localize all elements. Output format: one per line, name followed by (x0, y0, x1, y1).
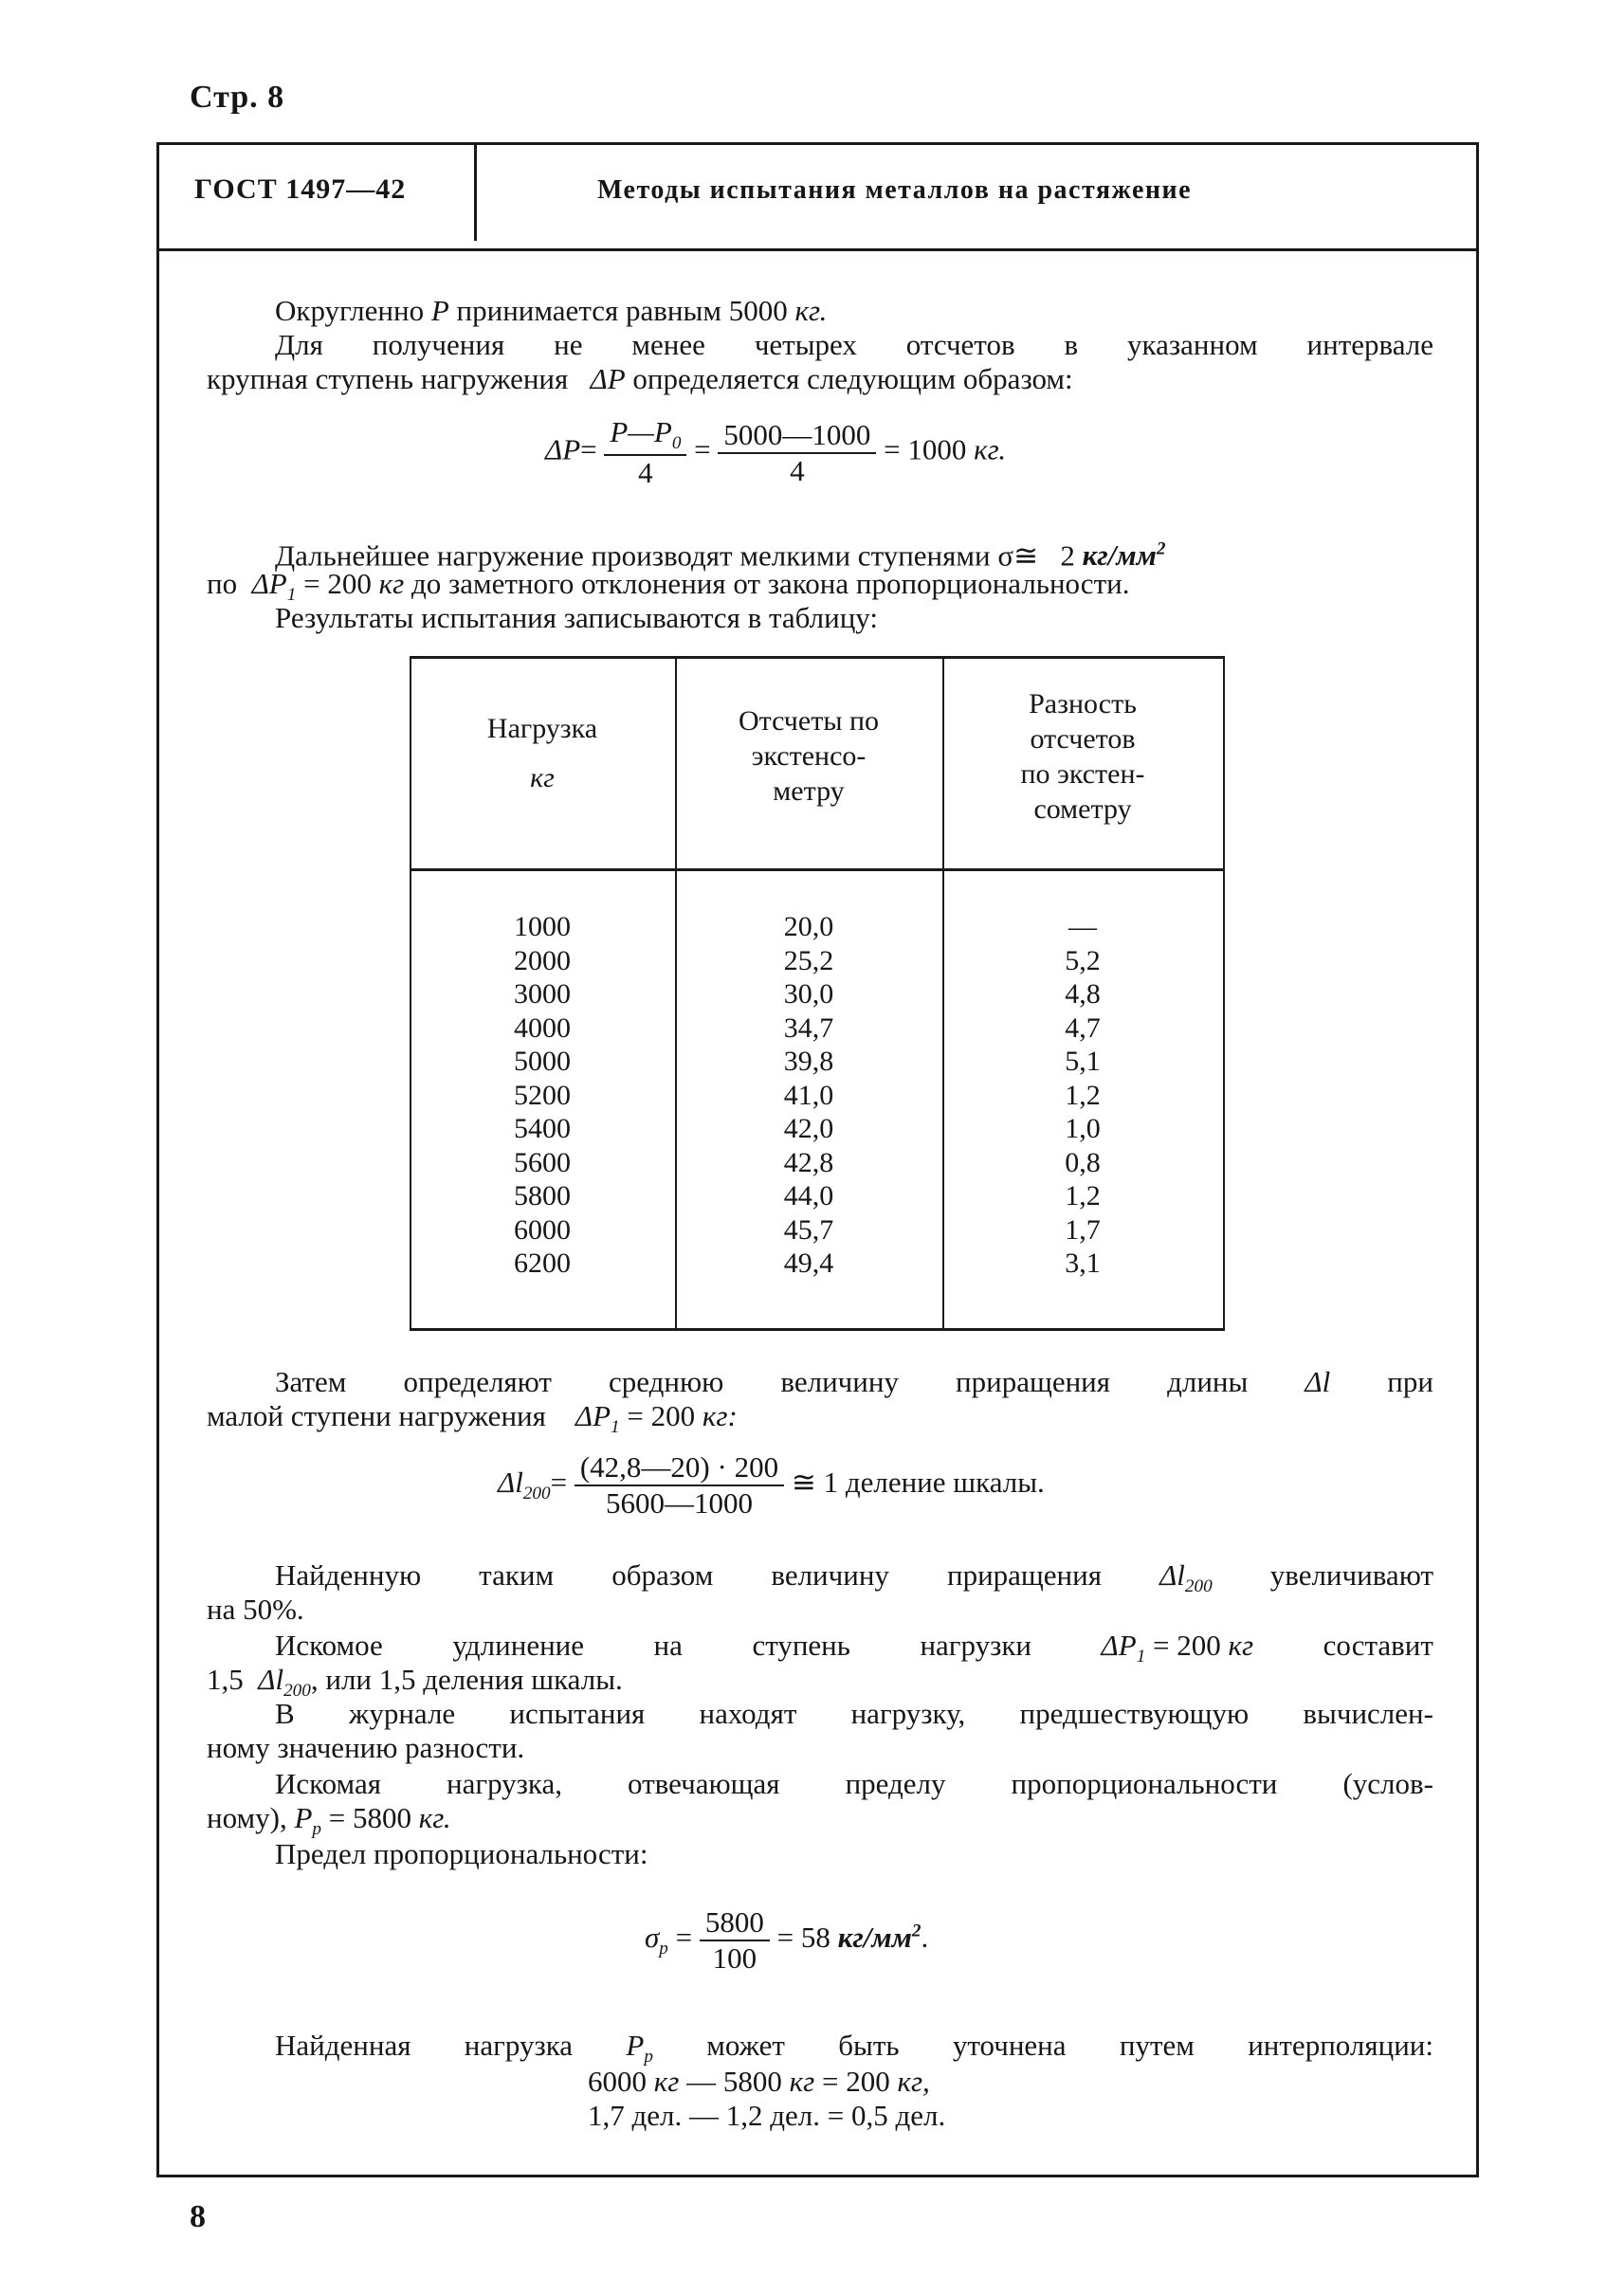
word: журнале (348, 1697, 456, 1730)
word: испытания (509, 1697, 646, 1730)
text-span: , или 1,5 деления шкалы. (310, 1663, 623, 1696)
word: в (1064, 328, 1079, 361)
word: интервале (1306, 328, 1433, 361)
word: величину (771, 1558, 889, 1592)
unit: кг. (974, 432, 1007, 466)
fraction-denominator: 5600—1000 (605, 1486, 753, 1520)
inline-expression: $\Delta P_1 = 200$ кг (1101, 1629, 1254, 1667)
text-span: 1,7 дел. — 1,2 дел. = 0,5 дел. (588, 2099, 946, 2132)
word: уточнена (952, 2029, 1067, 2062)
table-rule-right (1223, 656, 1225, 1331)
text-line-justified (275, 1697, 1433, 1731)
word: находят (699, 1697, 797, 1730)
word: путем (1119, 2029, 1195, 2062)
table-cell: 30,0 (783, 978, 834, 1010)
word: увеличивают (1269, 1558, 1433, 1592)
word: быть (838, 2029, 900, 2062)
text-line (588, 2065, 930, 2099)
table-cell: 42,0 (783, 1113, 834, 1144)
word: не (554, 328, 583, 361)
table-column-readings (675, 910, 942, 1281)
word: Найденная (275, 2029, 411, 2062)
formula-eq: = (675, 1921, 693, 1955)
word: отсчетов (905, 328, 1015, 361)
fraction-denominator: 4 (790, 453, 805, 487)
word: Искомое (275, 1629, 383, 1662)
header-line: Разность (1029, 688, 1137, 719)
table-cell: 5000 (514, 1046, 571, 1077)
text-span: Результаты испытания записываются в таблицу: (275, 601, 878, 634)
word: получения (372, 328, 505, 361)
text-line-justified (275, 1767, 1433, 1801)
table-cell: 5600 (514, 1146, 571, 1178)
text-line (207, 1399, 738, 1445)
fraction-numerator: 5800 (700, 1905, 770, 1941)
header-line: сометру (1033, 793, 1132, 825)
variable: $\Delta P_1$ (1101, 1629, 1146, 1667)
table-column-difference (942, 910, 1223, 1281)
text-span: 1,5 (207, 1663, 244, 1696)
variable: $P_p$ (626, 2029, 653, 2067)
word: удлинение (452, 1629, 585, 1662)
fraction-denominator: 4 (638, 456, 653, 490)
text-span: принимается равным 5000 (456, 294, 788, 327)
table-cell: 5,2 (1065, 944, 1101, 976)
doc-title: Методы испытания металлов на растяжение (597, 175, 1193, 205)
variable: P (430, 294, 449, 327)
unit: кг (789, 2065, 815, 2098)
text-line (207, 1731, 524, 1765)
table-cell: 5400 (514, 1113, 571, 1144)
text-span: = 5800 (328, 1801, 411, 1834)
table-rule-bottom (410, 1328, 1225, 1331)
results-table (410, 656, 1225, 1331)
unit: кг. (418, 1801, 451, 1834)
fraction (575, 1450, 784, 1521)
formula-result: = 1000 (884, 432, 967, 466)
table-cell: 3,1 (1065, 1248, 1101, 1279)
text-line (275, 601, 878, 635)
table-cell: 45,7 (783, 1213, 834, 1246)
unit: кг. (794, 294, 828, 327)
word: ступень (752, 1629, 850, 1662)
word: (услов- (1342, 1767, 1433, 1800)
variable: $\Delta l_{200}$ (258, 1663, 311, 1702)
formula-lhs: $\sigma_p$ (645, 1921, 668, 1959)
table-cell: 25,2 (783, 944, 834, 976)
text-span: малой ступени нагружения (207, 1399, 546, 1432)
text-line-justified (275, 1365, 1433, 1399)
formula-result: ≅ 1 деление шкалы. (791, 1466, 1045, 1500)
text-span: = 200 (627, 1399, 696, 1432)
formula-lhs: $\Delta l_{200}$ (498, 1466, 551, 1504)
header-line: метру (773, 775, 845, 807)
fraction-numerator: (42,8—20) · 200 (575, 1450, 784, 1486)
table-cell: 5200 (514, 1079, 571, 1111)
table-cell: 39,8 (783, 1046, 834, 1077)
word: нагрузка, (447, 1767, 563, 1800)
word: при (1387, 1365, 1433, 1398)
word: Для (275, 328, 323, 361)
table-cell: 49,4 (783, 1248, 834, 1279)
table-cell: 1000 (514, 911, 571, 942)
word: менее (631, 328, 705, 361)
text-span: σ≅ (997, 538, 1039, 573)
table-header-readings (675, 703, 942, 809)
word: Искомая (275, 1767, 381, 1800)
page-label: Стр. 8 (190, 80, 285, 115)
header-line: отсчетов (1030, 723, 1136, 755)
header-line: Отсчеты по (738, 705, 880, 737)
variable: $\Delta l_{200}$ (1159, 1558, 1213, 1597)
text-span: ному), (207, 1801, 287, 1834)
table-cell: 1,2 (1065, 1180, 1101, 1211)
unit: кг (653, 2065, 680, 2098)
table-cell: 6200 (514, 1248, 571, 1279)
text-span: Предел пропорциональности: (275, 1837, 648, 1870)
table-cell: 42,8 (783, 1146, 834, 1178)
text-span: по (207, 567, 238, 600)
header-line: экстенсо- (751, 740, 867, 772)
table-column-load (410, 910, 675, 1281)
variable: $\Delta P_1$ (251, 567, 297, 606)
fraction-numerator: $P—P_0$ (604, 415, 686, 456)
word: нагрузка (464, 2029, 574, 2062)
fraction (718, 418, 876, 488)
formula-delta-l (498, 1450, 1045, 1521)
word: составит (1323, 1629, 1433, 1662)
word: Затем (275, 1365, 347, 1398)
text-line-justified (275, 328, 1433, 362)
page-number: 8 (190, 2199, 206, 2234)
unit: $кг/мм^2$ (1082, 538, 1166, 573)
header-unit: кг (530, 762, 555, 793)
fraction (700, 1905, 770, 1976)
unit: кг (1228, 1629, 1254, 1662)
formula-sigma-p (645, 1905, 928, 1976)
text-span: 6000 (588, 2065, 647, 2098)
formula-eq: = (580, 432, 597, 466)
page-frame-bottom (156, 2175, 1479, 2177)
table-cell: 1,2 (1065, 1079, 1101, 1111)
text-span: на 50%. (207, 1593, 304, 1626)
table-cell: 1,7 (1065, 1213, 1101, 1246)
variable: $\Delta P_1$ (575, 1399, 620, 1438)
formula-eq: = (694, 432, 711, 466)
text-line (275, 1837, 648, 1871)
word: В (275, 1697, 295, 1730)
word: отвечающая (628, 1767, 780, 1800)
table-cell: 5,1 (1065, 1046, 1101, 1077)
table-rule-header (410, 868, 1225, 871)
text-line (275, 294, 827, 328)
text-line (588, 2099, 945, 2133)
text-line (207, 362, 1073, 396)
word: образом (611, 1558, 714, 1592)
table-header-load (410, 711, 675, 796)
table-cell: 41,0 (783, 1079, 834, 1111)
formula-lhs: ΔP (545, 432, 581, 466)
text-span: определяется следующим образом: (632, 362, 1073, 395)
fraction-numerator: 5000—1000 (718, 418, 876, 454)
text-span: ному значению разности. (207, 1731, 525, 1764)
table-cell: 44,0 (783, 1180, 834, 1211)
word: Найденную (275, 1558, 422, 1592)
header-divider (474, 142, 477, 241)
word: может (706, 2029, 785, 2062)
table-cell: 20,0 (783, 911, 834, 942)
table-cell: 3000 (514, 978, 571, 1010)
word: пределу (845, 1767, 946, 1800)
unit: кг: (702, 1399, 738, 1432)
doc-code: ГОСТ 1497—42 (194, 173, 407, 205)
text-line (207, 1593, 304, 1627)
table-rule-top (410, 656, 1225, 659)
word: интерполяции: (1248, 2029, 1433, 2062)
word: длины (1167, 1365, 1249, 1398)
unit: кг, (897, 2065, 930, 2098)
word: пропорциональности (1011, 1767, 1278, 1800)
text-line-justified (275, 1558, 1433, 1604)
header-line: по экстен- (1020, 758, 1145, 790)
formula-delta-p (545, 415, 1006, 490)
text-span: Округленно (275, 294, 425, 327)
table-cell: 6000 (514, 1213, 571, 1246)
header-rule (156, 248, 1479, 251)
text-span: = 200 (303, 567, 372, 600)
table-cell: 2000 (514, 944, 571, 976)
text-span: — 5800 (686, 2065, 782, 2098)
word: величину (780, 1365, 899, 1398)
variable: $P_p$ (294, 1801, 321, 1840)
unit: кг (378, 567, 405, 600)
word: нагрузки (920, 1629, 1032, 1662)
text-span: . (921, 1921, 929, 1955)
table-header-difference (942, 686, 1223, 827)
text-span: Дальнейшее нагружение производят мелкими ступенями (275, 538, 991, 573)
word: четырех (754, 328, 857, 361)
text-span: крупная ступень нагружения (207, 362, 569, 395)
word: среднюю (609, 1365, 724, 1398)
table-cell: 4,7 (1065, 1011, 1101, 1044)
formula-result: = 58 (776, 1921, 830, 1955)
word: на (653, 1629, 683, 1662)
table-cell: 4,8 (1065, 978, 1101, 1010)
text-span: до заметного отклонения от закона пропорциональности. (411, 567, 1130, 600)
table-cell: 34,7 (783, 1011, 834, 1044)
table-cell: 4000 (514, 1011, 571, 1044)
word: нагрузку, (850, 1697, 966, 1730)
word: таким (479, 1558, 555, 1592)
table-cell: 1,0 (1065, 1113, 1101, 1144)
word: указанном (1127, 328, 1258, 361)
word: определяют (403, 1365, 552, 1398)
text-span: 2 (1060, 538, 1075, 573)
word: вычислен- (1303, 1697, 1433, 1730)
fraction-denominator: 100 (712, 1941, 757, 1975)
text-span: = 200 (821, 2065, 890, 2098)
formula-eq: = (550, 1466, 568, 1500)
word: приращения (946, 1558, 1102, 1592)
variable: Δl (1305, 1365, 1331, 1398)
word: приращения (956, 1365, 1111, 1398)
word: предшествующую (1019, 1697, 1250, 1730)
unit: $кг/мм^2$ (837, 1921, 921, 1955)
header-text: Нагрузка (486, 713, 598, 744)
table-cell: 5800 (514, 1180, 571, 1211)
table-cell: — (1068, 911, 1097, 942)
fraction (604, 415, 686, 490)
variable: ΔP (590, 362, 626, 395)
table-cell: 0,8 (1065, 1146, 1101, 1178)
